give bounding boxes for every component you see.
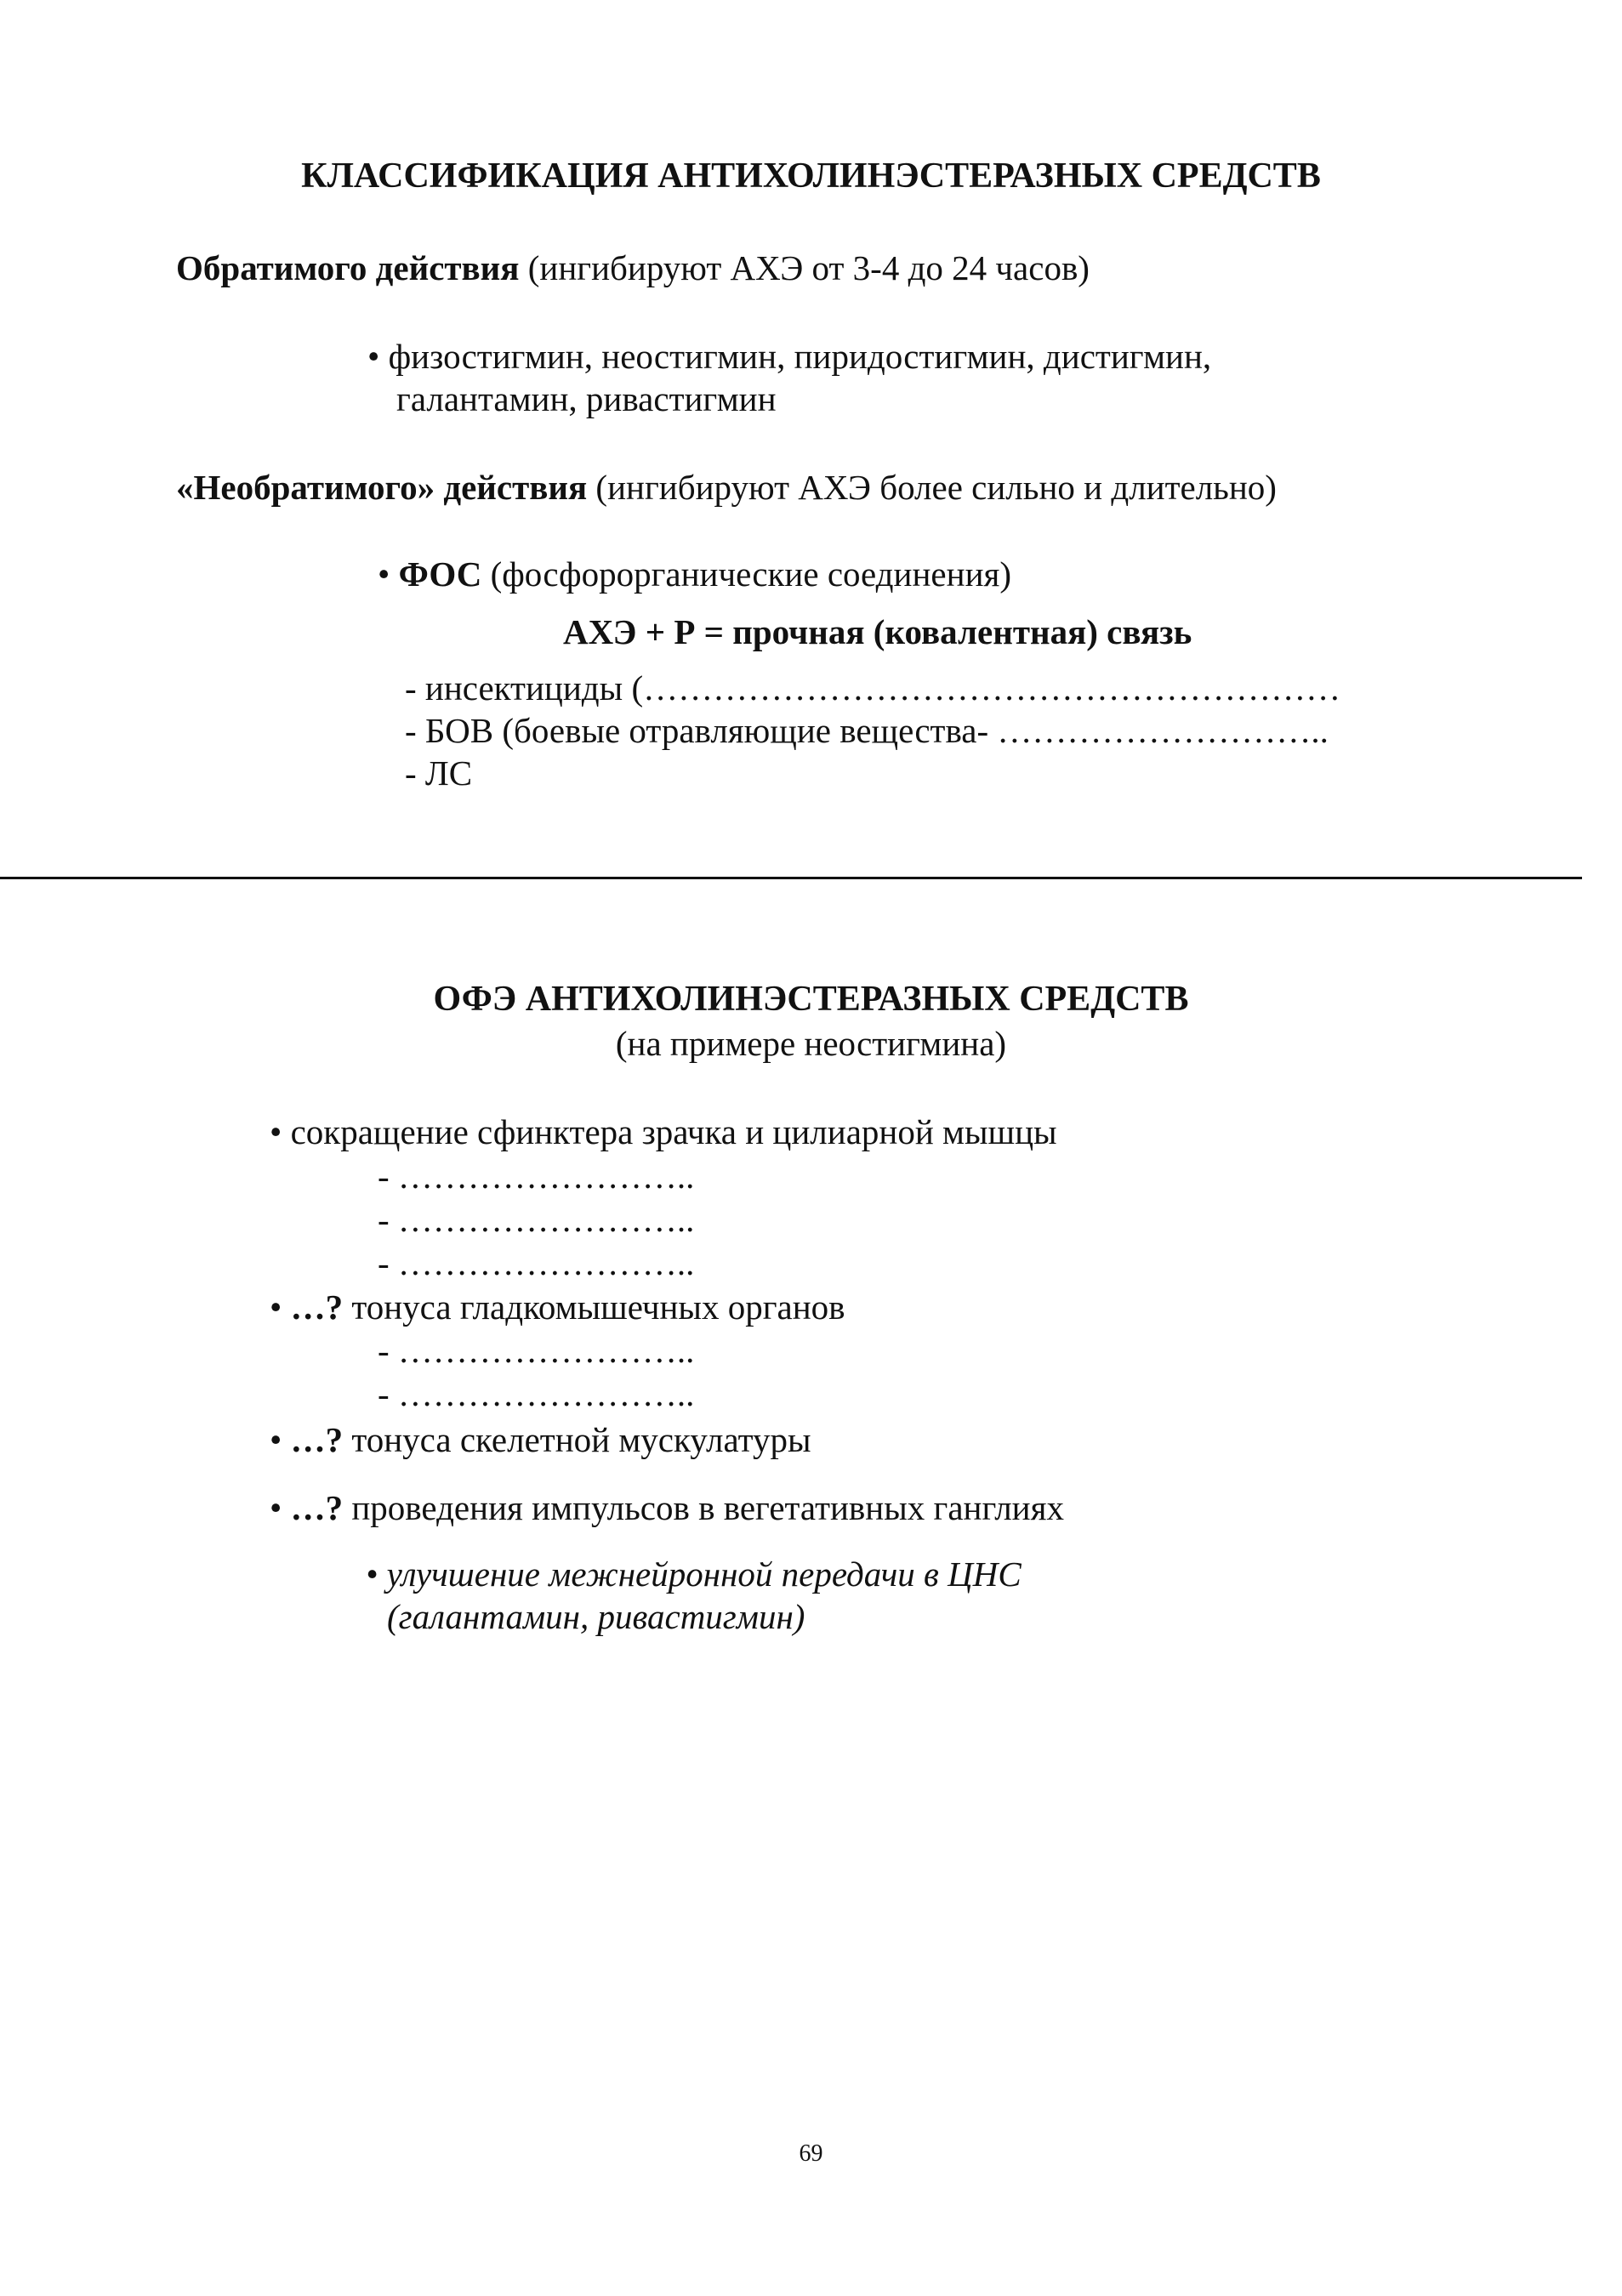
question-mark: …? <box>290 1287 344 1327</box>
reversible-note: (ингибируют АХЭ от 3-4 до 24 часов) <box>519 248 1090 287</box>
effects-title: ОФЭ АНТИХОЛИНЭСТЕРАЗНЫХ СРЕДСТВ <box>433 980 1189 1019</box>
effect-cns-line-1: • улучшение межнейронной передачи в ЦНС <box>366 1554 1022 1594</box>
irreversible-note: (ингибируют АХЭ более сильно и длительно) <box>587 468 1277 507</box>
bullet: • <box>270 1420 291 1459</box>
fos-line <box>378 553 1011 595</box>
effects-subtitle: (на примере неостигмина) <box>615 1024 1007 1063</box>
effect-smooth-blank-1: - …………………….. <box>378 1331 695 1370</box>
bullet: • <box>270 1488 291 1527</box>
reversible-heading <box>176 247 1090 289</box>
effect-smooth-blank-2: - …………………….. <box>378 1374 695 1413</box>
fos-item-bov: - БОВ (боевые отравляющие вещества- ……………………….. <box>405 711 1329 750</box>
effect-pupil: • сокращение сфинктера зрачка и цилиарной мышцы <box>270 1112 1057 1151</box>
irreversible-label: «Необратимого» действия <box>176 468 588 507</box>
question-mark: …? <box>290 1488 344 1527</box>
fos-note: (фосфорорганические соединения) <box>481 554 1012 594</box>
effect-ganglia-text: проведения импульсов в вегетативных ганглиях <box>343 1488 1064 1527</box>
reversible-drugs-line-2: галантамин, ривастигмин <box>396 379 777 418</box>
effect-cns-line-2: (галантамин, ривастигмин) <box>387 1597 805 1636</box>
section-divider <box>0 877 1582 879</box>
page-number: 69 <box>799 2140 823 2167</box>
fos-label: ФОС <box>398 554 482 594</box>
question-mark: …? <box>290 1420 344 1459</box>
effect-ganglia <box>270 1486 1064 1529</box>
reversible-label: Обратимого действия <box>176 248 520 287</box>
reversible-drugs-line-1: • физостигмин, неостигмин, пиридостигмин, дистигмин, <box>367 337 1212 376</box>
effect-pupil-blank-1: - …………………….. <box>378 1157 695 1196</box>
fos-bullet: • <box>378 554 399 594</box>
effect-pupil-blank-2: - …………………….. <box>378 1200 695 1239</box>
irreversible-heading <box>176 466 1277 509</box>
bullet: • <box>270 1287 291 1327</box>
effect-smooth-muscle <box>270 1286 845 1328</box>
effect-pupil-blank-3: - …………………….. <box>378 1243 695 1282</box>
fos-item-ls: - ЛС <box>405 753 473 793</box>
fos-formula: АХЭ + Р = прочная (ковалентная) связь <box>563 612 1192 651</box>
fos-item-insecticides: - инсектициды (…………………………………………………… <box>405 668 1341 708</box>
classification-title: КЛАССИФИКАЦИЯ АНТИХОЛИНЭСТЕРАЗНЫХ СРЕДСТВ <box>301 156 1321 196</box>
effect-smooth-muscle-text: тонуса гладкомышечных органов <box>343 1287 845 1327</box>
effect-skeletal-muscle-text: тонуса скелетной мускулатуры <box>343 1420 811 1459</box>
effect-skeletal-muscle <box>270 1418 811 1461</box>
